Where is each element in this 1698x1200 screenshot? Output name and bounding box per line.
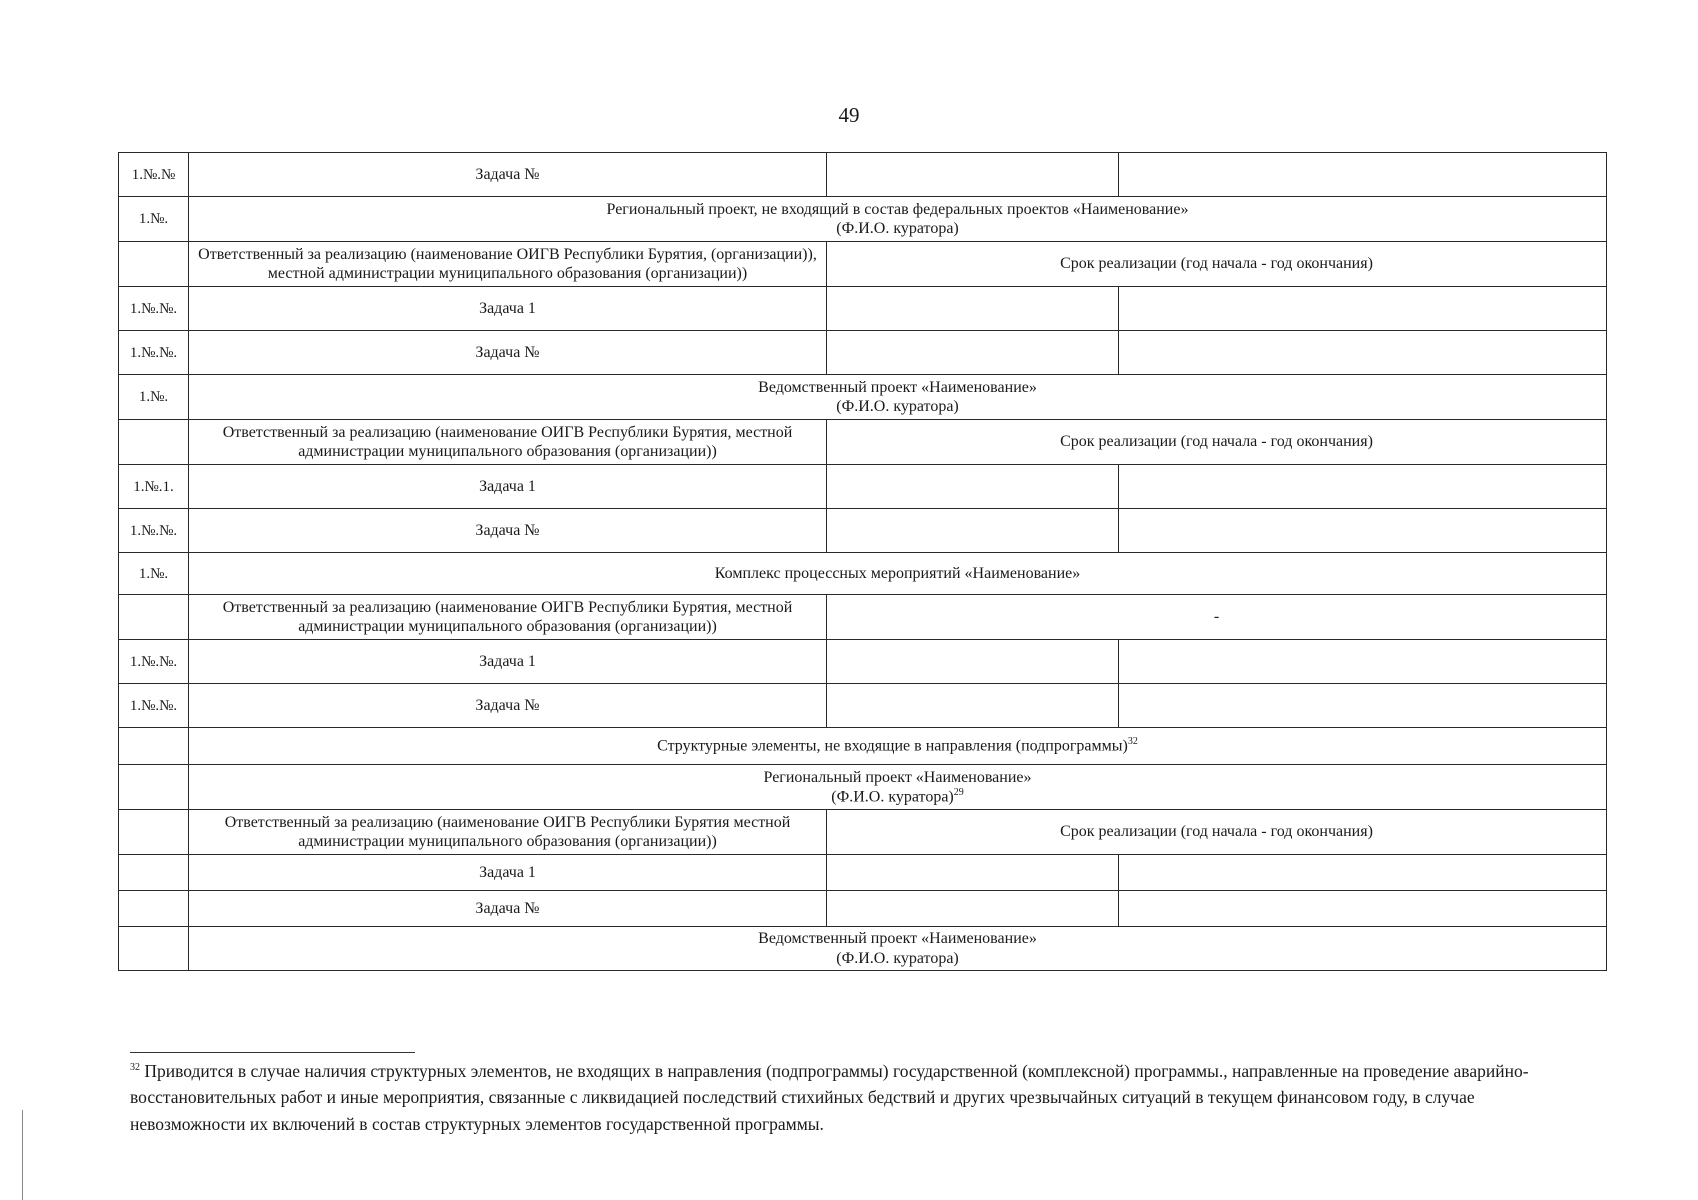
project-title: Ведомственный проект «Наименование» <box>758 930 1037 948</box>
page-number: 49 <box>838 103 860 127</box>
task-cell: Задача № <box>189 891 827 927</box>
row-number: 1.№.№. <box>119 287 189 331</box>
row-number: 1.№. <box>119 553 189 595</box>
empty-cell <box>1119 153 1607 197</box>
task-cell: Задача № <box>189 153 827 197</box>
project-title-cell <box>189 765 1607 810</box>
row-number <box>119 891 189 927</box>
table-row <box>119 242 1607 287</box>
task-cell: Задача № <box>189 331 827 375</box>
table-row <box>119 595 1607 640</box>
row-number <box>119 595 189 640</box>
footnote-ref: 32 <box>1127 736 1138 748</box>
project-title-cell <box>189 375 1607 420</box>
responsible-cell: Ответственный за реализацию (наименование ОИГВ Республики Бурятия, (организации)), местной администрации муниципального образования (организации)) <box>189 242 827 287</box>
row-number <box>119 765 189 810</box>
table-row <box>119 927 1607 971</box>
row-number: 1.№.№ <box>119 153 189 197</box>
footnote-divider <box>130 1052 415 1053</box>
table-row <box>119 153 1607 197</box>
period-cell: Срок реализации (год начала - год окончания) <box>827 810 1607 855</box>
table-row <box>119 375 1607 420</box>
table-row <box>119 728 1607 765</box>
curator-label: (Ф.И.О. куратора) <box>836 398 959 415</box>
row-number: 1.№.№. <box>119 640 189 684</box>
empty-cell <box>1119 684 1607 728</box>
structural-elements-table <box>118 152 1607 971</box>
empty-cell <box>1119 287 1607 331</box>
responsible-cell: Ответственный за реализацию (наименование ОИГВ Республики Бурятия местной администрации муниципального образования (организации)) <box>189 810 827 855</box>
empty-cell <box>827 153 1119 197</box>
table-row <box>119 765 1607 810</box>
row-number <box>119 810 189 855</box>
table-row <box>119 420 1607 465</box>
row-number <box>119 242 189 287</box>
empty-cell <box>827 684 1119 728</box>
footnote-ref: 29 <box>953 786 964 798</box>
project-title: Региональный проект, не входящий в состав федеральных проектов «Наименование» <box>606 200 1189 218</box>
table-row <box>119 509 1607 553</box>
task-cell: Задача 1 <box>189 287 827 331</box>
table-row <box>119 684 1607 728</box>
table-row <box>119 287 1607 331</box>
task-cell: Задача 1 <box>189 640 827 684</box>
complex-title: Комплекс процессных мероприятий «Наименование» <box>189 553 1607 595</box>
empty-cell <box>827 465 1119 509</box>
empty-cell <box>1119 640 1607 684</box>
row-number <box>119 855 189 891</box>
project-title-cell <box>189 927 1607 971</box>
period-cell: - <box>827 595 1607 640</box>
empty-cell <box>1119 509 1607 553</box>
responsible-cell: Ответственный за реализацию (наименование ОИГВ Республики Бурятия, местной администрации муниципального образования (организации)) <box>189 595 827 640</box>
scan-margin-line <box>22 1110 23 1200</box>
period-cell: Срок реализации (год начала - год окончания) <box>827 242 1607 287</box>
empty-cell <box>827 891 1119 927</box>
table-row <box>119 331 1607 375</box>
row-number: 1.№. <box>119 197 189 242</box>
table-row <box>119 855 1607 891</box>
project-title: Региональный проект «Наименование» <box>763 768 1032 786</box>
row-number: 1.№. <box>119 375 189 420</box>
project-title-cell <box>189 197 1607 242</box>
row-number: 1.№.№. <box>119 331 189 375</box>
table-row <box>119 891 1607 927</box>
footnote <box>130 1058 1590 1137</box>
task-cell: Задача № <box>189 684 827 728</box>
task-cell: Задача № <box>189 509 827 553</box>
empty-cell <box>827 509 1119 553</box>
empty-cell <box>1119 465 1607 509</box>
section-title-cell <box>189 728 1607 765</box>
empty-cell <box>827 331 1119 375</box>
row-number: 1.№.№. <box>119 684 189 728</box>
task-cell: Задача 1 <box>189 855 827 891</box>
row-number <box>119 927 189 971</box>
row-number: 1.№.1. <box>119 465 189 509</box>
curator-label: (Ф.И.О. куратора) <box>836 949 959 967</box>
footnote-marker: 32 <box>130 1062 140 1074</box>
table-row <box>119 197 1607 242</box>
table-row <box>119 640 1607 684</box>
footnote-text: Приводится в случае наличия структурных элементов, не входящих в направления (подпрограммы) государственной (комплексной) программы., направленные на проведение аварийно-восстановительных работ и иные мероприятия, связанные с ликвидацией последствий стихийных бедствий и других чрезвычайных ситуаций в текущем финансовом году, в случае невозможности их включений в состав структурных элементов государственной программы. <box>130 1061 1529 1134</box>
task-cell: Задача 1 <box>189 465 827 509</box>
period-cell: Срок реализации (год начала - год окончания) <box>827 420 1607 465</box>
empty-cell <box>827 855 1119 891</box>
empty-cell <box>1119 855 1607 891</box>
table-row <box>119 810 1607 855</box>
row-number: 1.№.№. <box>119 509 189 553</box>
project-title: Ведомственный проект «Наименование» <box>758 378 1037 396</box>
responsible-cell: Ответственный за реализацию (наименование ОИГВ Республики Бурятия, местной администрации муниципального образования (организации)) <box>189 420 827 465</box>
section-title: Структурные элементы, не входящие в направления (подпрограммы) <box>657 737 1128 755</box>
curator-label: (Ф.И.О. куратора) <box>836 220 959 237</box>
empty-cell <box>827 640 1119 684</box>
table-row <box>119 553 1607 595</box>
empty-cell <box>1119 891 1607 927</box>
empty-cell <box>1119 331 1607 375</box>
empty-cell <box>827 287 1119 331</box>
row-number <box>119 420 189 465</box>
curator-label: (Ф.И.О. куратора) <box>831 788 954 806</box>
table-row <box>119 465 1607 509</box>
row-number <box>119 728 189 765</box>
